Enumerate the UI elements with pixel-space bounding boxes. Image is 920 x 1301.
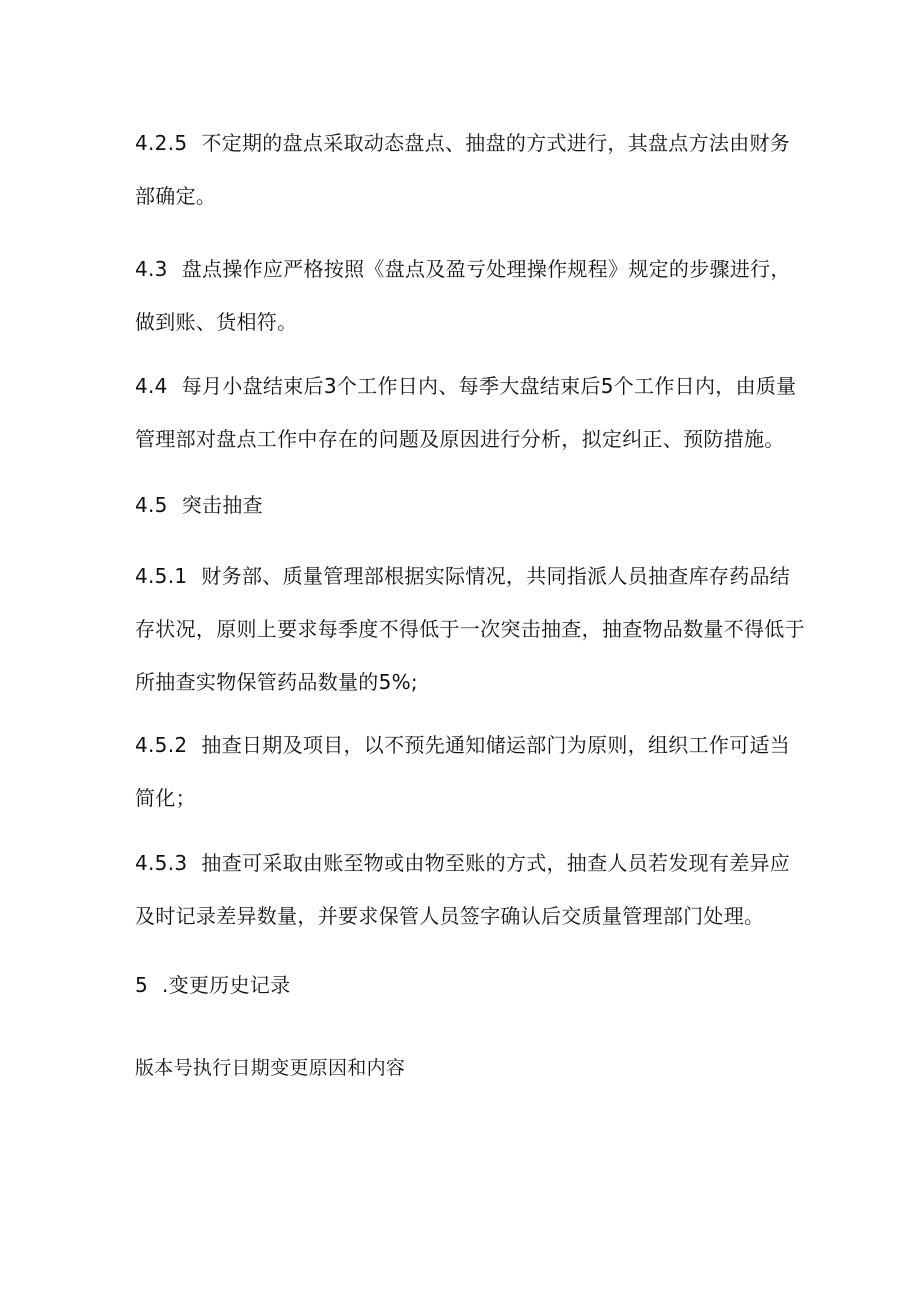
section-number: 5 — [135, 973, 149, 997]
section-5-heading — [135, 959, 805, 1012]
section-text: 盘点操作应严格按照《盘点及盈亏处理操作规程》规定的步骤进行，做到账、货相符。 — [135, 257, 791, 334]
section-text: 抽查可采取由账至物或由物至账的方式，抽查人员若发现有差异应及时记录差异数量，并要求保管人员签字确认后交质量管理部门处理。 — [135, 851, 791, 928]
section-text: 突击抽查 — [181, 493, 263, 517]
section-4-5-1 — [135, 550, 805, 709]
section-number: 4.3 — [135, 257, 168, 281]
section-4-5 — [135, 479, 805, 532]
section-text: .变更历史记录 — [162, 973, 291, 997]
section-number: 4.5.3 — [135, 851, 188, 875]
section-number: 4.2.5 — [135, 131, 188, 155]
section-text: 财务部、质量管理部根据实际情况，共同指派人员抽查库存药品结存状况，原则上要求每季度不得低于一次突击抽查，抽查物品数量不得低于所抽查实物保管药品数量的5%; — [135, 564, 805, 694]
section-4-2-5 — [135, 117, 805, 223]
section-text: 抽查日期及项目，以不预先通知储运部门为原则，组织工作可适当简化； — [135, 733, 791, 810]
section-number: 4.5.2 — [135, 733, 188, 757]
section-number: 4.5.1 — [135, 564, 188, 588]
section-text: 不定期的盘点采取动态盘点、抽盘的方式进行，其盘点方法由财务部确定。 — [135, 131, 791, 208]
section-4-5-3 — [135, 837, 805, 943]
section-4-3 — [135, 243, 805, 349]
section-number: 4.5 — [135, 493, 168, 517]
section-4-5-2 — [135, 719, 805, 825]
section-text: 每月小盘结束后3个工作日内、每季大盘结束后5个工作日内，由质量管理部对盘点工作中存在的问题及原因进行分析，拟定纠正、预防措施。 — [135, 374, 797, 451]
section-number: 4.4 — [135, 374, 168, 398]
section-4-4 — [135, 360, 805, 466]
history-table-header: 版本号执行日期变更原因和内容 — [135, 1057, 406, 1079]
